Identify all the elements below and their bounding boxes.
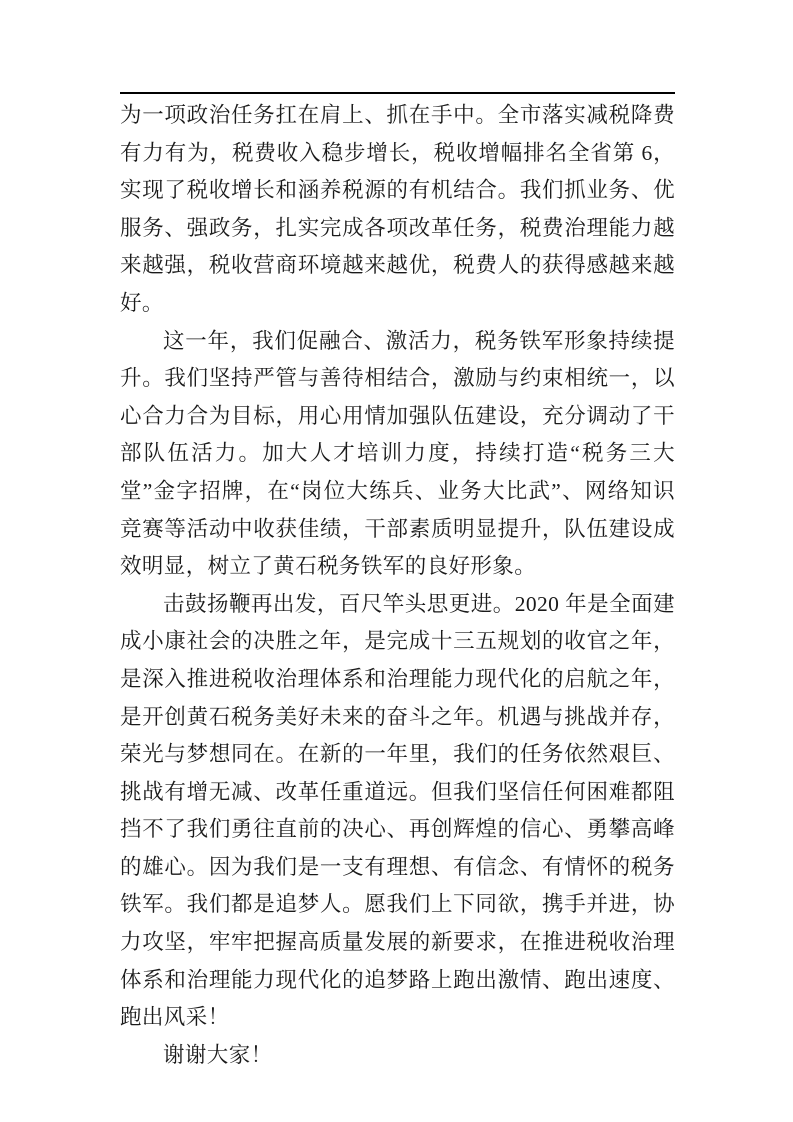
header-rule bbox=[120, 92, 675, 94]
document-body bbox=[120, 97, 675, 1074]
paragraph-2: 这一年，我们促融合、激活力，税务铁军形象持续提升。我们坚持严管与善待相结合，激励与约束相统一，以心合力合为目标，用心用情加强队伍建设，充分调动了干部队伍活力。加大人才培训力度，持续打造“税务三大堂”金字招牌，在“岗位大练兵、业务大比武”、网络知识竞赛等活动中收获佳绩，干部素质明显提升，队伍建设成效明显，树立了黄石税务铁军的良好形象。 bbox=[120, 328, 675, 579]
paragraph-4: 谢谢大家！ bbox=[163, 1042, 273, 1067]
paragraph-3: 击鼓扬鞭再出发，百尺竿头思更进。2020 年是全面建成小康社会的决胜之年，是完成十三五规划的收官之年，是深入推进税收治理体系和治理能力现代化的启航之年，是开创黄石税务美好未来的奋斗之年。机遇与挑战并存，荣光与梦想同在。在新的一年里，我们的任务依然艰巨、挑战有增无减、改革任重道远。但我们坚信任何困难都阻挡不了我们勇往直前的决心、再创辉煌的信心、勇攀高峰的雄心。因为我们是一支有理想、有信念、有情怀的税务铁军。我们都是追梦人。愿我们上下同欲，携手并进，协力攻坚，牢牢把握高质量发展的新要求，在推进税收治理体系和治理能力现代化的追梦路上跑出激情、跑出速度、跑出风采！ bbox=[120, 591, 675, 1030]
paragraph-1: 为一项政治任务扛在肩上、抓在手中。全市落实减税降费有力有为，税费收入稳步增长，税收增幅排名全省第 6，实现了税收增长和涵养税源的有机结合。我们抓业务、优服务、强政务，扎实完成各项改革任务，税费治理能力越来越强，税收营商环境越来越优，税费人的获得感越来越好。 bbox=[120, 103, 675, 315]
